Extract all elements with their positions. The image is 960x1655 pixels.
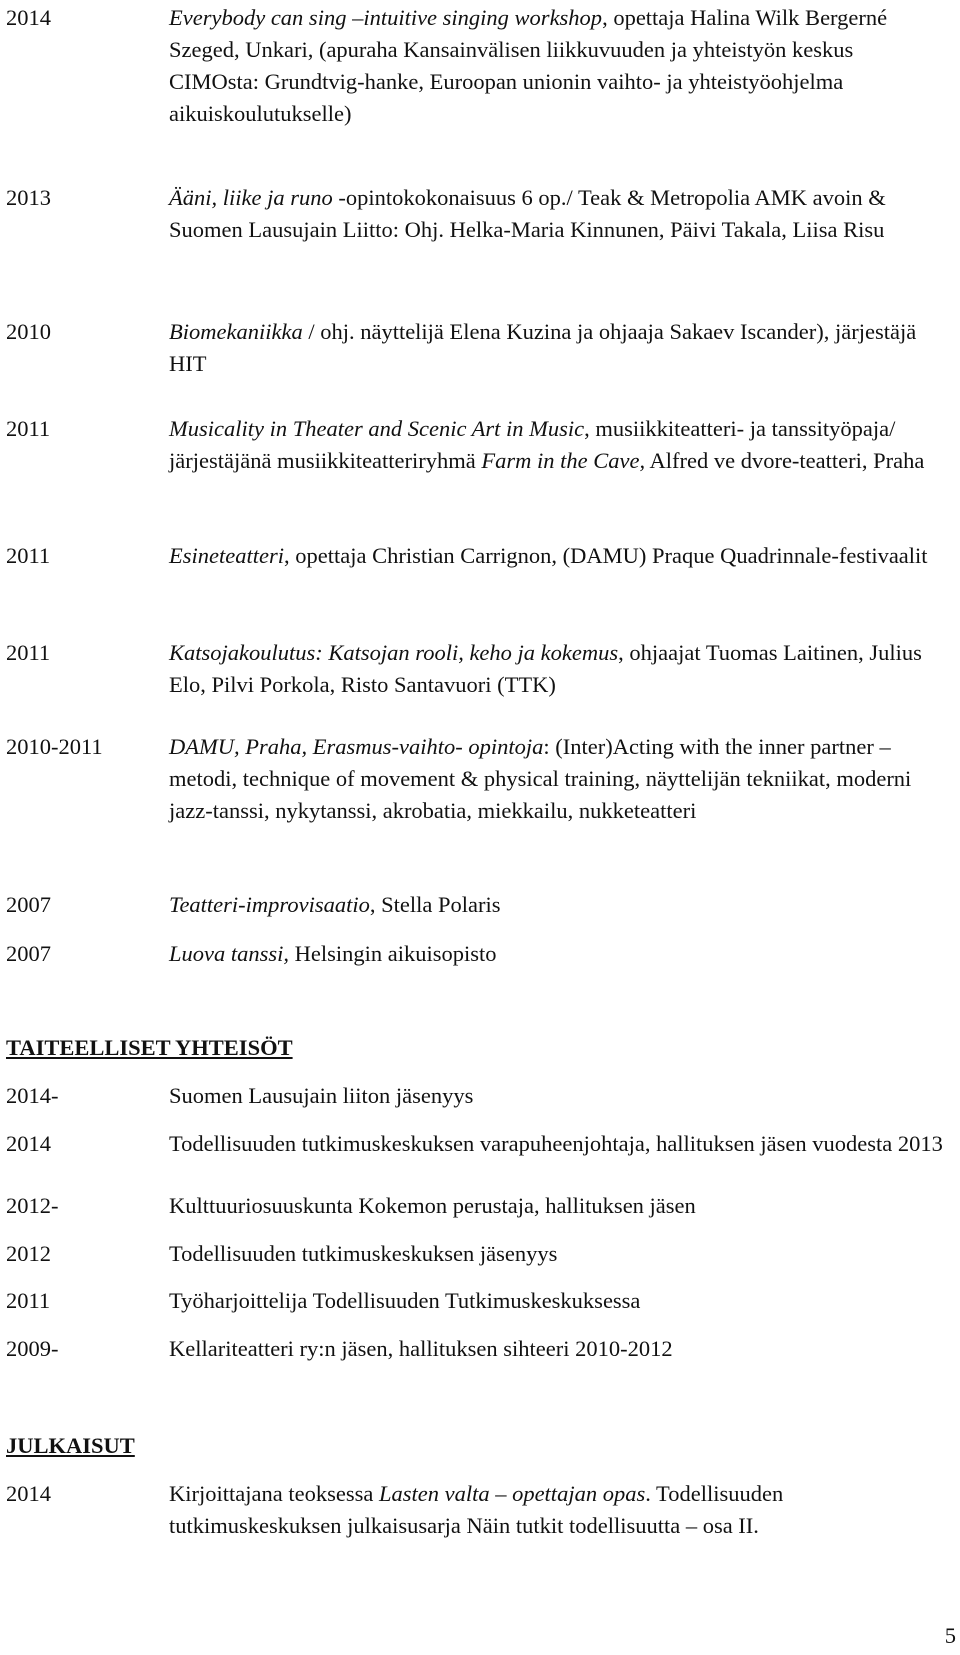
entry-year: 2007	[6, 941, 51, 966]
course-title: DAMU, Praha, Erasmus-vaihto- opintoja	[169, 734, 544, 759]
entry-text	[169, 540, 929, 572]
entry-text	[169, 938, 929, 970]
entry-year: 2010-2011	[6, 734, 103, 759]
entry-text: Työharjoittelija Todellisuuden Tutkimuskeskuksessa	[169, 1288, 641, 1313]
course-title: Teatteri-improvisaatio	[169, 892, 370, 917]
course-title: Luova tanssi,	[169, 941, 290, 966]
entry-year: 2011	[6, 543, 51, 568]
entry-year: 2010	[6, 319, 51, 344]
course-details: , Stella Polaris	[369, 892, 501, 917]
course-details: / ohj. näyttelijä Elena Kuzina ja ohjaaja Sakaev Iscander), järjestäjä HIT	[169, 319, 917, 376]
entry-year: 2009-	[6, 1336, 59, 1361]
entry-year: 2012	[6, 1241, 51, 1266]
publication-series: . Todellisuuden tutkimuskeskuksen julkaisusarja Näin tutkit todellisuutta – osa II.	[169, 1481, 784, 1538]
entry-text	[169, 2, 929, 130]
entry-text	[169, 1478, 929, 1542]
entry-year: 2014	[6, 1481, 51, 1506]
entry-year: 2012-	[6, 1193, 59, 1218]
entry-text	[169, 413, 929, 477]
course-title: Katsojakoulutus: Katsojan rooli, keho ja kokemus	[169, 640, 619, 665]
course-venue: Alfred ve dvore-teatteri, Praha	[645, 448, 925, 473]
entry-text: Suomen Lausujain liiton jäsenyys	[169, 1083, 474, 1108]
entry-year: 2011	[6, 416, 51, 441]
entry-text: Todellisuuden tutkimuskeskuksen jäsenyys	[169, 1241, 558, 1266]
publication-intro: Kirjoittajana teoksessa	[169, 1481, 379, 1506]
course-title: Esineteatteri	[169, 543, 284, 568]
course-details: , musiikkiteatteri- ja tanssityöpaja/ järjestäjänä musiikkiteatteriryhmä	[169, 416, 896, 473]
course-details: , opettaja Christian Carrignon, (DAMU) Praque Quadrinnale-festivaalit	[283, 543, 928, 568]
entry-text: Todellisuuden tutkimuskeskuksen varapuheenjohtaja, hallituksen jäsen vuodesta 2013	[169, 1131, 943, 1156]
course-details: : (Inter)Acting with the inner partner –metodi, technique of movement & physical training, näyttelijän tekniikat, moderni jazz-tanssi, nykytanssi, akrobatia, miekkailu, nukketeatteri	[169, 734, 912, 823]
section-heading-communities: TAITEELLISET YHTEISÖT	[6, 1035, 293, 1060]
entry-year: 2014	[6, 5, 51, 30]
entry-year: 2014	[6, 1131, 51, 1156]
entry-year: 2014-	[6, 1083, 59, 1108]
course-title: Biomekaniikka	[169, 319, 303, 344]
entry-text	[169, 731, 929, 827]
entry-text	[169, 182, 929, 246]
entry-year: 2011	[6, 640, 51, 665]
entry-text	[169, 637, 929, 701]
entry-text: Kellariteatteri ry:n jäsen, hallituksen sihteeri 2010-2012	[169, 1336, 673, 1361]
course-details: -opintokokonaisuus 6 op./ Teak & Metropolia AMK avoin & Suomen Lausujain Liitto: Ohj. Helka-Maria Kinnunen, Päivi Takala, Liisa Risu	[169, 185, 886, 242]
course-details: Helsingin aikuisopisto	[289, 941, 497, 966]
course-details: , ohjaajat Tuomas Laitinen, Julius Elo, Pilvi Porkola, Risto Santavuori (TTK)	[169, 640, 922, 697]
course-details: , opettaja Halina Wilk Bergerné Szeged, Unkari, (apuraha Kansainvälisen liikkuvuuden ja yhteistyön keskus CIMOsta: Grundtvig-hanke, Euroopan unionin vaihto- ja yhteistyöohjelma aikuiskoulutukselle)	[169, 5, 888, 126]
entry-text	[169, 316, 929, 380]
section-heading-publications: JULKAISUT	[6, 1433, 135, 1458]
course-title: Ääni, liike ja runo	[169, 185, 333, 210]
entry-year: 2007	[6, 892, 51, 917]
publication-title: Lasten valta – opettajan opas	[378, 1481, 646, 1506]
entry-year: 2011	[6, 1288, 51, 1313]
course-title: Everybody can sing –intuitive singing workshop	[169, 5, 603, 30]
page-number: 5	[944, 1623, 956, 1648]
entry-year: 2013	[6, 185, 51, 210]
entry-text: Kulttuuriosuuskunta Kokemon perustaja, hallituksen jäsen	[169, 1193, 696, 1218]
entry-text	[169, 889, 929, 921]
course-title: Musicality in Theater and Scenic Art in Music	[169, 416, 585, 441]
group-name: Farm in the Cave,	[481, 448, 646, 473]
